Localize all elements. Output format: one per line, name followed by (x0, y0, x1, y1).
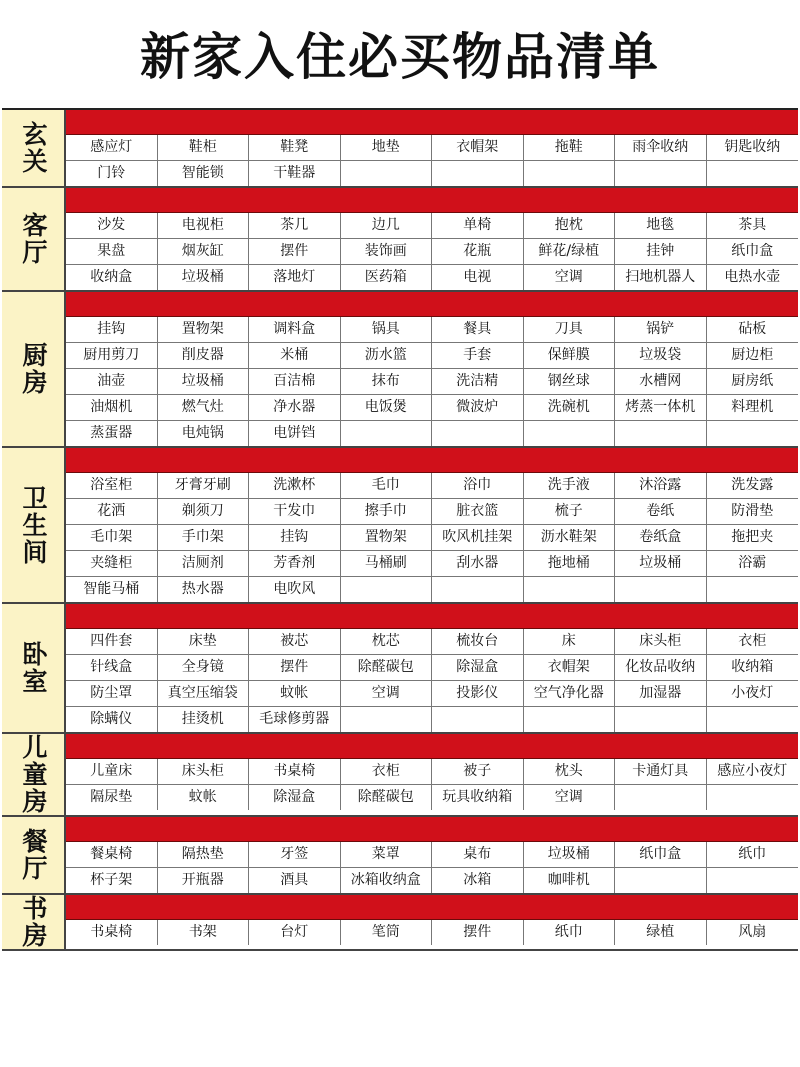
item-cell: 果盘 (66, 239, 158, 265)
item-cell: 儿童床 (66, 759, 158, 785)
item-cell: 米桶 (249, 343, 341, 369)
item-cell: 夹缝柜 (66, 551, 158, 577)
item-cell: 挂钟 (615, 239, 707, 265)
item-cell: 洗手液 (524, 473, 616, 499)
item-cell: 衣柜 (707, 629, 799, 655)
item-cell: 沐浴露 (615, 473, 707, 499)
item-cell: 垃圾桶 (158, 369, 250, 395)
section-label: 客厅 (2, 188, 66, 290)
item-cell: 厨边柜 (707, 343, 799, 369)
section-header-band (66, 817, 798, 842)
item-cell: 置物架 (158, 317, 250, 343)
section-label: 玄关 (2, 110, 66, 186)
empty-cell (432, 421, 524, 446)
empty-cell (432, 707, 524, 732)
item-cell: 刮水器 (432, 551, 524, 577)
item-cell: 沙发 (66, 213, 158, 239)
page-title: 新家入住必买物品清单 (140, 28, 660, 86)
item-cell: 手巾架 (158, 525, 250, 551)
item-cell: 除醛碳包 (341, 785, 433, 810)
section-header-band (66, 604, 798, 629)
empty-cell (341, 421, 433, 446)
item-cell: 摆件 (249, 239, 341, 265)
item-cell: 毛球修剪器 (249, 707, 341, 732)
item-cell: 锅具 (341, 317, 433, 343)
item-cell: 边几 (341, 213, 433, 239)
section-kitchen (2, 292, 798, 448)
item-cell: 被芯 (249, 629, 341, 655)
item-cell: 咖啡机 (524, 868, 616, 893)
item-cell: 门铃 (66, 161, 158, 186)
item-cell: 地毯 (615, 213, 707, 239)
item-cell: 床垫 (158, 629, 250, 655)
item-cell: 智能马桶 (66, 577, 158, 602)
section-label: 卫生间 (2, 448, 66, 602)
section-label: 书房 (2, 895, 66, 949)
item-cell: 浴室柜 (66, 473, 158, 499)
item-cell: 茶具 (707, 213, 799, 239)
item-cell: 蚊帐 (249, 681, 341, 707)
section-header-band (66, 895, 798, 920)
item-cell: 洗碗机 (524, 395, 616, 421)
item-cell: 梳子 (524, 499, 616, 525)
empty-cell (615, 707, 707, 732)
item-cell: 热水器 (158, 577, 250, 602)
item-cell: 垃圾桶 (524, 842, 616, 868)
item-cell: 挂钩 (249, 525, 341, 551)
item-cell: 除湿盒 (249, 785, 341, 810)
item-cell: 纸巾 (524, 920, 616, 945)
item-cell: 衣柜 (341, 759, 433, 785)
item-cell: 脏衣篮 (432, 499, 524, 525)
item-cell: 落地灯 (249, 265, 341, 290)
section-label: 厨房 (2, 292, 66, 446)
item-cell: 摆件 (432, 920, 524, 945)
item-cell: 餐桌椅 (66, 842, 158, 868)
item-cell: 床头柜 (158, 759, 250, 785)
section-label: 卧室 (2, 604, 66, 732)
item-cell: 鞋柜 (158, 135, 250, 161)
item-cell: 被子 (432, 759, 524, 785)
item-cell: 牙膏牙刷 (158, 473, 250, 499)
item-cell: 除醛碳包 (341, 655, 433, 681)
item-cell: 花洒 (66, 499, 158, 525)
item-cell: 全身镜 (158, 655, 250, 681)
item-cell: 洗洁精 (432, 369, 524, 395)
item-cell: 小夜灯 (707, 681, 799, 707)
item-cell: 刀具 (524, 317, 616, 343)
item-cell: 烤蒸一体机 (615, 395, 707, 421)
item-cell: 燃气灶 (158, 395, 250, 421)
item-cell: 料理机 (707, 395, 799, 421)
item-cell: 干发巾 (249, 499, 341, 525)
section-header-band (66, 734, 798, 759)
item-cell: 电吹风 (249, 577, 341, 602)
item-cell: 烟灰缸 (158, 239, 250, 265)
item-cell: 马桶刷 (341, 551, 433, 577)
section-living-room (2, 188, 798, 292)
item-cell: 感应灯 (66, 135, 158, 161)
section-label: 儿童房 (2, 734, 66, 815)
item-cell: 调料盒 (249, 317, 341, 343)
item-cell: 浴霸 (707, 551, 799, 577)
item-cell: 沥水鞋架 (524, 525, 616, 551)
item-cell: 收纳箱 (707, 655, 799, 681)
item-cell: 玩具收纳箱 (432, 785, 524, 810)
item-cell: 鞋凳 (249, 135, 341, 161)
empty-cell (341, 161, 433, 186)
empty-cell (615, 161, 707, 186)
empty-cell (707, 421, 799, 446)
item-cell: 毛巾 (341, 473, 433, 499)
item-cell: 杯子架 (66, 868, 158, 893)
item-cell: 空调 (524, 785, 616, 810)
item-cell: 擦手巾 (341, 499, 433, 525)
item-cell: 单椅 (432, 213, 524, 239)
item-cell: 抹布 (341, 369, 433, 395)
item-cell: 衣帽架 (432, 135, 524, 161)
item-cell: 风扇 (738, 924, 767, 940)
item-cell: 蒸蛋器 (66, 421, 158, 446)
item-cell: 收纳盒 (66, 265, 158, 290)
item-cell: 砧板 (707, 317, 799, 343)
item-cell: 菜罩 (341, 842, 433, 868)
item-cell: 油壶 (66, 369, 158, 395)
section-dining-room (2, 817, 798, 895)
item-cell: 除湿盒 (432, 655, 524, 681)
section-study (2, 895, 798, 951)
item-cell: 洗发露 (707, 473, 799, 499)
item-cell: 纸巾盒 (707, 239, 799, 265)
item-cell: 厨房纸 (707, 369, 799, 395)
item-cell: 衣帽架 (524, 655, 616, 681)
empty-cell (524, 161, 616, 186)
item-cell: 餐具 (432, 317, 524, 343)
item-cell: 沥水篮 (341, 343, 433, 369)
empty-cell (707, 868, 799, 893)
item-cell: 防尘罩 (66, 681, 158, 707)
item-cell: 洗漱杯 (249, 473, 341, 499)
item-cell: 卷纸 (615, 499, 707, 525)
item-cell: 电视柜 (158, 213, 250, 239)
section-header-band (66, 188, 798, 213)
empty-cell (707, 161, 799, 186)
empty-cell (341, 707, 433, 732)
item-cell: 梳妆台 (432, 629, 524, 655)
item-cell: 冰箱收纳盒 (341, 868, 433, 893)
item-cell: 电热水壶 (724, 269, 781, 285)
item-cell: 除螨仪 (66, 707, 158, 732)
item-cell: 洁厕剂 (158, 551, 250, 577)
item-cell: 浴巾 (432, 473, 524, 499)
item-cell: 水槽网 (615, 369, 707, 395)
item-cell: 芳香剂 (249, 551, 341, 577)
item-cell: 地垫 (341, 135, 433, 161)
empty-cell (707, 785, 799, 810)
item-cell: 摆件 (249, 655, 341, 681)
item-cell: 化妆品收纳 (615, 655, 707, 681)
section-bathroom (2, 448, 798, 604)
empty-cell (615, 785, 707, 810)
item-cell: 医药箱 (341, 265, 433, 290)
item-cell: 剃须刀 (158, 499, 250, 525)
item-cell: 枕芯 (341, 629, 433, 655)
item-cell: 油烟机 (66, 395, 158, 421)
item-cell: 隔尿垫 (66, 785, 158, 810)
item-cell: 真空压缩袋 (158, 681, 250, 707)
item-cell: 手套 (432, 343, 524, 369)
item-cell: 拖把夹 (707, 525, 799, 551)
item-cell: 装饰画 (341, 239, 433, 265)
item-cell: 冰箱 (432, 868, 524, 893)
empty-cell (615, 577, 707, 602)
item-cell: 床头柜 (615, 629, 707, 655)
item-cell: 针线盒 (66, 655, 158, 681)
item-cell: 感应小夜灯 (707, 759, 799, 785)
item-cell: 钥匙收纳 (707, 135, 799, 161)
empty-cell (341, 577, 433, 602)
item-cell: 电炖锅 (158, 421, 250, 446)
item-cell: 净水器 (249, 395, 341, 421)
item-cell: 绿植 (615, 920, 707, 945)
empty-cell (524, 577, 616, 602)
item-cell: 空调 (524, 265, 616, 290)
empty-cell (432, 577, 524, 602)
empty-cell (615, 868, 707, 893)
empty-cell (707, 707, 799, 732)
item-cell: 茶几 (249, 213, 341, 239)
checklist-table (2, 108, 798, 951)
section-header-band (66, 292, 798, 317)
item-cell: 扫地机器人 (615, 265, 707, 290)
item-cell: 拖鞋 (524, 135, 616, 161)
item-cell: 百洁棉 (249, 369, 341, 395)
item-cell: 电饼铛 (249, 421, 341, 446)
section-header-band (66, 448, 798, 473)
item-cell: 厨用剪刀 (66, 343, 158, 369)
item-cell: 垃圾桶 (158, 265, 250, 290)
item-cell: 吹风机挂架 (432, 525, 524, 551)
item-cell: 床 (524, 629, 616, 655)
empty-cell (524, 421, 616, 446)
item-cell: 挂烫机 (158, 707, 250, 732)
empty-cell (432, 161, 524, 186)
item-cell: 加湿器 (615, 681, 707, 707)
item-cell: 笔筒 (341, 920, 433, 945)
item-cell: 四件套 (66, 629, 158, 655)
item-cell: 投影仪 (432, 681, 524, 707)
item-cell: 拖地桶 (524, 551, 616, 577)
item-cell: 隔热垫 (158, 842, 250, 868)
item-cell: 抱枕 (524, 213, 616, 239)
item-cell: 枕头 (524, 759, 616, 785)
item-cell: 卷纸盒 (615, 525, 707, 551)
item-cell: 钢丝球 (524, 369, 616, 395)
item-cell: 垃圾桶 (615, 551, 707, 577)
item-cell: 保鲜膜 (524, 343, 616, 369)
item-cell: 空调 (341, 681, 433, 707)
item-cell: 台灯 (249, 920, 341, 945)
item-cell: 蚊帐 (158, 785, 250, 810)
section-entrance (2, 110, 798, 188)
item-cell: 削皮器 (158, 343, 250, 369)
item-cell: 书桌椅 (66, 920, 158, 945)
item-cell: 空气净化器 (524, 681, 616, 707)
item-cell: 锅铲 (615, 317, 707, 343)
item-cell: 干鞋器 (249, 161, 341, 186)
item-cell: 书架 (158, 920, 250, 945)
item-cell: 书桌椅 (249, 759, 341, 785)
item-cell: 鲜花/绿植 (524, 239, 616, 265)
item-cell: 挂钩 (66, 317, 158, 343)
item-cell: 开瓶器 (158, 868, 250, 893)
empty-cell (615, 421, 707, 446)
item-cell: 微波炉 (432, 395, 524, 421)
section-label: 餐厅 (2, 817, 66, 893)
item-cell: 卡通灯具 (615, 759, 707, 785)
item-cell: 防滑垫 (707, 499, 799, 525)
item-cell: 毛巾架 (66, 525, 158, 551)
item-cell: 置物架 (341, 525, 433, 551)
item-cell: 纸巾盒 (615, 842, 707, 868)
item-cell: 牙签 (249, 842, 341, 868)
item-cell: 纸巾 (707, 842, 799, 868)
item-cell: 电视 (432, 265, 524, 290)
item-cell: 花瓶 (432, 239, 524, 265)
item-cell: 垃圾袋 (615, 343, 707, 369)
section-bedroom (2, 604, 798, 734)
empty-cell (707, 577, 799, 602)
item-cell: 智能锁 (158, 161, 250, 186)
empty-cell (524, 707, 616, 732)
section-header-band (66, 110, 798, 135)
item-cell: 电饭煲 (341, 395, 433, 421)
item-cell: 酒具 (249, 868, 341, 893)
item-cell: 雨伞收纳 (615, 135, 707, 161)
item-cell: 桌布 (432, 842, 524, 868)
section-kids-room (2, 734, 798, 817)
